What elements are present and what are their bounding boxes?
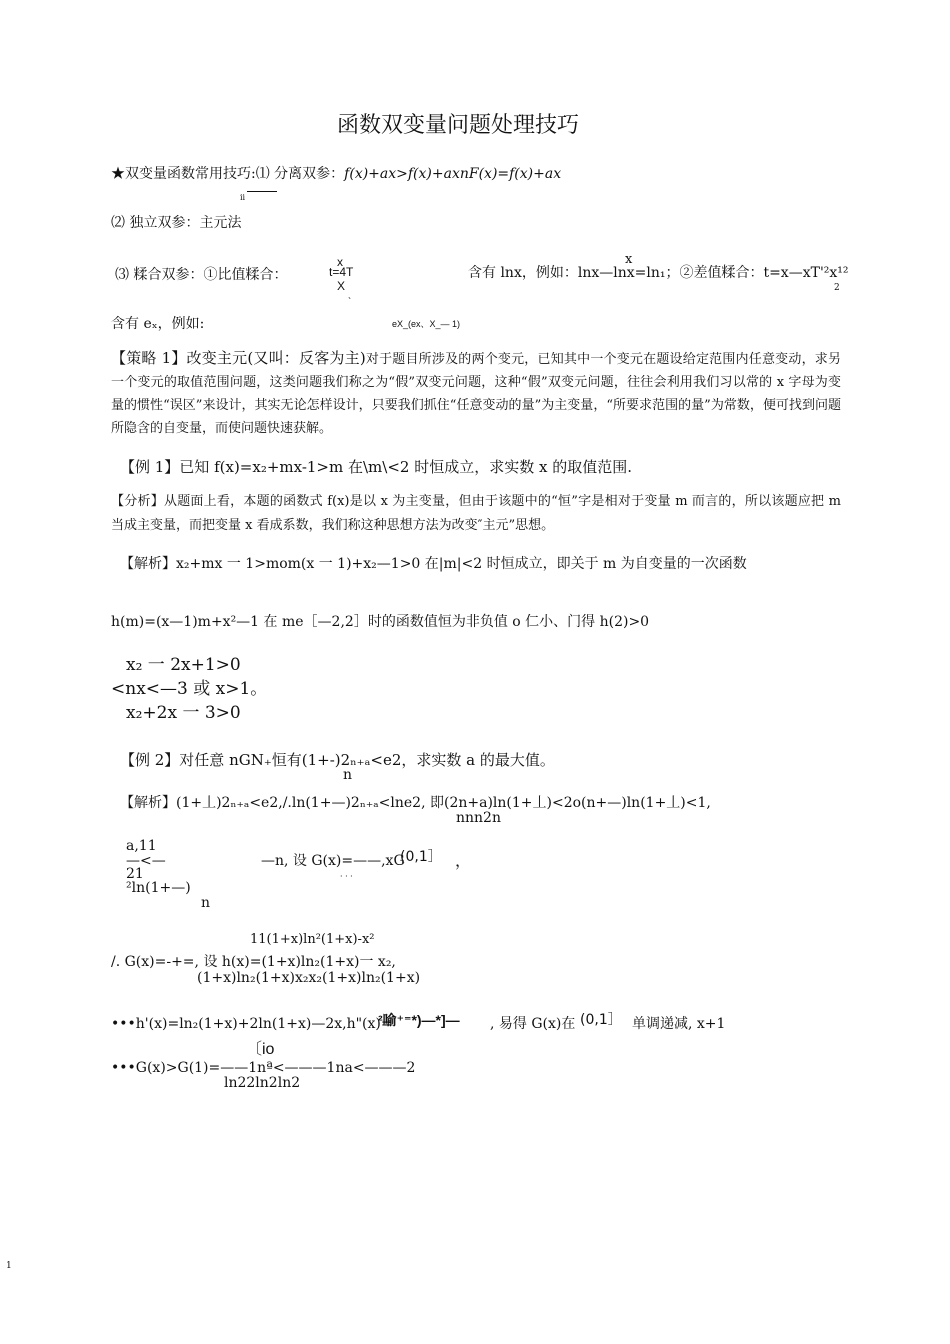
- ratio-frac-mid: t=4T: [329, 265, 354, 279]
- strategy-heading: 【策略 1】改变主元(又叫：反客为主): [111, 349, 366, 367]
- intro-line-1-math: f(x)+ax>f(x)+axnF(x)=f(x)+ax: [344, 166, 562, 182]
- example-2-h-glitch: ²喻⁺⁼*)—*]—: [378, 1012, 460, 1028]
- example-2-frac-n: n: [201, 895, 211, 911]
- example-2-h-tail: , 易得 G(x)在: [490, 1016, 576, 1032]
- example-2-interval-1: (0,1］: [400, 849, 442, 865]
- example-2-solution-1-under: nnn2n: [456, 810, 501, 826]
- example-2-h-mono: 单调递减, x+1: [632, 1016, 726, 1032]
- strategy-body: 对于题目所涉及的两个变元，已知其中一个变元在题设给定范围内任意变动，求另一个变元的取值范围问题，这类问题我们称之为“假”双变元问题，这种“假”双变元问题，往往会利用我们习以常的 x 字母为变量的惯性“误区”来设计，其实无论怎样设计，只要我们抓住“任意变动的量”为主变量，“所要求范围的量”为常数，便可找到问题所隐含的自变量，而使问题快速获解。: [111, 352, 841, 436]
- intro-line-2: ⑵ 独立双参：主元法: [111, 215, 242, 231]
- intro-line-1-label: ★双变量函数常用技巧:⑴ 分离双参：: [111, 166, 345, 182]
- ratio-frac-top: x: [337, 255, 343, 269]
- example-1-analysis: 【分析】从题面上看，本题的函数式 f(x)是以 x 为主变量，但由于该题中的“恒”字是相对于变量 m 而言的，所以该题应把 m 当成主变量，而把变量 x 看成系数，我们称这种思想方法为改变″主元”思想。: [111, 494, 841, 533]
- intro-line-3-sub: 2: [834, 283, 840, 293]
- example-1-h-line: h(m)=(x—1)m+x²—1 在 me［—2,2］时的函数值恒为非负值 o 仁小、门得 h(2)>0: [111, 614, 650, 630]
- example-2-frac-21: 21: [126, 866, 144, 882]
- intro-line-4-right: eX_(ex、X_— 1): [392, 319, 461, 329]
- example-1-system-3: x₂+2x 一 3>0: [126, 703, 241, 723]
- page-title: 函数双变量问题处理技巧: [337, 113, 580, 138]
- example-2-label: 【例 2】对任意 nGN₊恒有(1+-)2ₙ₊ₐ<e2，求实数 a 的最大值。: [120, 751, 555, 769]
- intro-line-3-right: 含有 lnx，例如：lnx—lnx=ln₁；②差值糅合：t=x—xT'²x¹²: [468, 265, 849, 281]
- example-2-g-numerator: 11(1+x)ln²(1+x)-x²: [250, 932, 375, 947]
- ratio-frac-tick: 、: [348, 291, 356, 300]
- example-2-frac-lt: —<—: [126, 853, 166, 869]
- example-1-label: 【例 1】已知 f(x)=x₂+mx-1>m 在\m\<2 时恒成立，求实数 x 的取值范围.: [120, 458, 632, 476]
- example-2-solution-1: 【解析】(1+丄)2ₙ₊ₐ<e2,/.ln(1+—)2ₙ₊ₐ<lne2, 即(2n+a)ln(1+丄)<2o(n+—)ln(1+丄)<1,: [120, 795, 711, 811]
- intro-line-3-left: ⑶ 糅合双参：①比值糅合：: [115, 267, 288, 283]
- example-2-label-n: n: [343, 767, 353, 783]
- example-2-final-denominator: ln22ln2ln2: [224, 1075, 301, 1091]
- intro-line-3-x: x: [625, 252, 633, 267]
- example-2-final: •••G(x)>G(1)=——1nª<———1na<———2: [111, 1060, 416, 1076]
- example-2-frac-a: a,11: [126, 838, 157, 854]
- intro-line-1-sub: ii: [240, 193, 246, 202]
- intro-line-1: [111, 166, 561, 183]
- strategy-paragraph: [111, 347, 841, 440]
- intro-line-4-left: 含有 eₓ，例如:: [111, 316, 205, 332]
- intro-fraction-bar: [247, 191, 277, 192]
- example-2-comma: ，: [455, 851, 472, 870]
- ratio-frac-bot: X: [337, 279, 346, 293]
- example-1-solution: 【解析】x₂+mx 一 1>mom(x 一 1)+x₂—1>0 在|m|<2 时恒成立，即关于 m 为自变量的一次函数: [120, 556, 747, 572]
- example-2-io: 〔io: [246, 1041, 275, 1058]
- example-2-interval-2: (0,1］: [580, 1012, 622, 1028]
- example-2-frac-ln: ²ln(1+—): [126, 880, 191, 896]
- example-2-mid-text: —n, 设 G(x)=——,xG: [261, 853, 405, 869]
- page-number: 1: [6, 1261, 12, 1271]
- example-2-h-prime: •••h'(x)=ln₂(1+x)+2ln(1+x)—2x,h"(x)=: [111, 1016, 393, 1032]
- example-1-system-1: x₂ 一 2x+1>0: [126, 655, 241, 675]
- example-2-g-line: /. G(x)=-+=, 设 h(x)=(1+x)ln₂(1+x)一 x₂,: [111, 954, 396, 970]
- example-1-system-2: <nx<—3 或 x>1。: [111, 679, 268, 699]
- example-2-g-denominator: (1+x)ln₂(1+x)x₂x₂(1+x)ln₂(1+x): [197, 970, 421, 986]
- example-2-ticks: · · ·: [340, 872, 353, 881]
